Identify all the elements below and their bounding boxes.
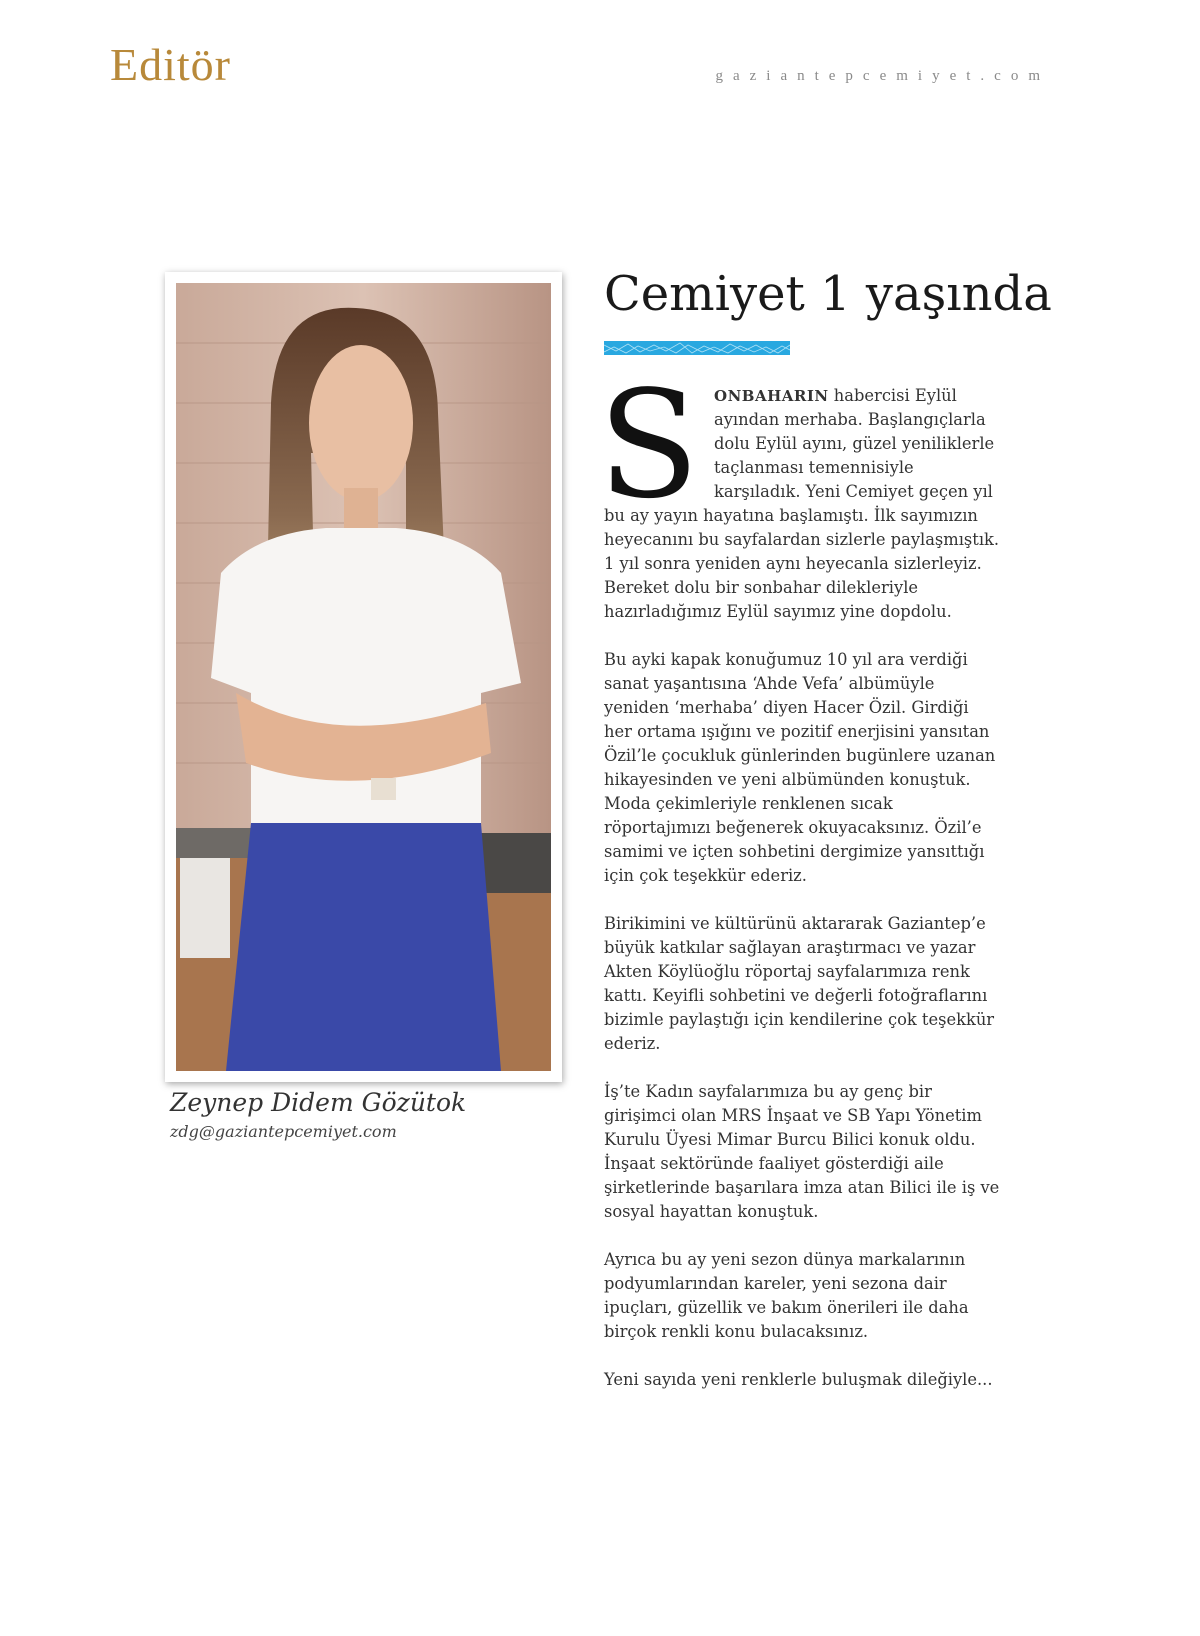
paragraph: Birikimini ve kültürünü aktararak Gaziantep’e büyük katkılar sağlayan araştırmacı ve yazar Akten Köylüoğlu röportaj sayfalarımıza renk kattı. Keyifli sohbetini ve değerli fotoğraflarını bizimle paylaştığı için kendilerine çok teşekkür ederiz. [604,914,995,1053]
site-url: gaziantepcemiyet.com [715,68,1050,84]
first-paragraph-text: habercisi Eylül ayından merhaba. Başlangıçlarla dolu Eylül ayını, güzel yeniliklerle taçlanması temennisiyle karşıladık. Yeni Cemiyet geçen yıl bu ay yayın hayatına başlamıştı. İlk sayımızın heyecanını bu sayfalardan sizlerle paylaşmıştık. 1 yıl sonra yeniden aynı heyecanla sizlerleyiz. Bereket dolu bir sonbahar dilekleriyle hazırladığımız Eylül sayımız yine dopdolu. [604,386,1000,621]
editor-portrait-frame [165,272,562,1082]
article-title: Cemiyet 1 yaşında [604,266,1052,322]
paragraph: Ayrıca bu ay yeni sezon dünya markalarının podyumlarından kareler, yeni sezona dair ipuçları, güzellik ve bakım önerileri ile daha birçok renkli konu bulacaksınız. [604,1250,969,1341]
author-email: zdg@gaziantepcemiyet.com [170,1122,397,1141]
title-accent-rule [604,341,790,355]
paragraph: İş’te Kadın sayfalarımıza bu ay genç bir girişimci olan MRS İnşaat ve SB Yapı Yönetim Kurulu Üyesi Mimar Burcu Bilici konuk oldu. İnşaat sektöründe faaliyet gösterdiği aile şirketlerinde başarılara imza atan Bilici ile iş ve sosyal hayattan konuştuk. [604,1082,1000,1221]
author-name: Zeynep Didem Gözütok [170,1088,467,1117]
lead-word: ONBAHARIN [714,387,829,405]
editor-portrait [176,283,551,1071]
accent-rule-fill [604,341,790,355]
closing-line: Yeni sayıda yeni renklerle buluşmak dileğiyle... [604,1370,993,1389]
section-label: Editör [110,39,231,90]
article-body [598,359,1000,1416]
drop-cap: S [598,359,700,531]
paragraph: Bu ayki kapak konuğumuz 10 yıl ara verdiği sanat yaşantısına ‘Ahde Vefa’ albümüyle yeniden ‘merhaba’ diyen Hacer Özil. Girdiği her ortama ışığını ve pozitif enerjisini yansıtan Özil’le çocukluk günlerinden bugünlere uzanan hikayesinden ve yeni albümünden konuştuk. Moda çekimleriyle renklenen sıcak röportajımızı beğenerek okuyacaksınız. Özil’e samimi ve içten sohbetini dergimize yansıttığı için çok teşekkür ederiz. [604,650,996,885]
first-paragraph [598,359,1000,624]
